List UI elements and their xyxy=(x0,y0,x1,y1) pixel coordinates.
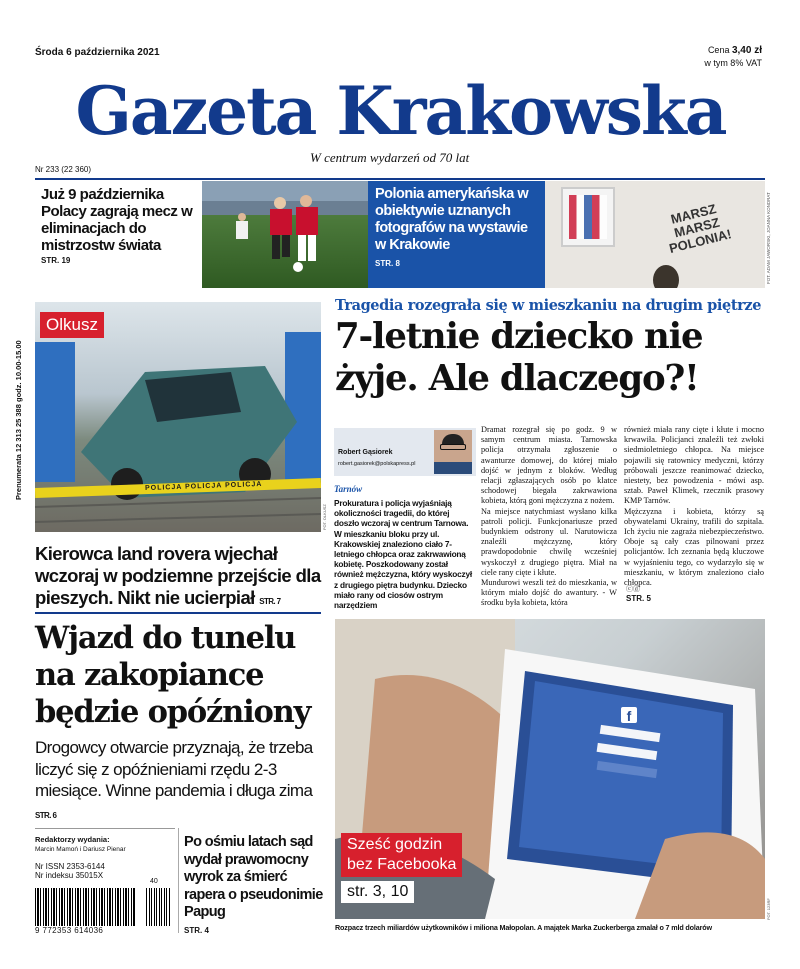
exhibition-frame xyxy=(561,187,615,247)
teaser-polonia-page: STR. 8 xyxy=(375,259,400,268)
author-box xyxy=(334,428,476,476)
olkusz-page: STR. 7 xyxy=(259,597,281,606)
author-email: robert.gasiorek@polskapress.pl xyxy=(338,461,416,467)
price-label: Cena xyxy=(707,45,730,55)
author-avatar xyxy=(434,430,472,474)
football-photo[interactable] xyxy=(202,181,368,288)
football-players-illustration xyxy=(202,181,368,288)
main-col2: również miała rany cięte i kłute i mocno krwawiła. Policjanci znaleźli też zwłoki siedmioletniego chłopca. Na miejsce pojawili się ratownicy medyczni, którzy próbowali jeszcze reanimować dziecko, niestety, bez powodzenia - mówi asp. sztab. Paweł Klimek, rzecznik prasowy KMP Tarnów. Mężczyzna i kobieta, którzy są obywatelami Ukrainy, trafili do szpitala. Ich życiu nie zagraża niebezpieczeństwo. Oboje są cały czas pilnowani przez policjantów. Ich zeznania będą kluczowe w wyjaśnieniu tego, co wydarzyło się w mieszkaniu, w którym znaleziono ciało chłopca. xyxy=(624,425,764,588)
tunnel-headline[interactable]: Wjazd do tunelu na zakopiance będzie opóźniony xyxy=(35,620,311,730)
vat-note: w tym 8% VAT xyxy=(704,58,762,68)
main-headline[interactable]: 7-letnie dziecko nie żyje. Ale dlaczego?! xyxy=(335,316,703,399)
rapper-headline[interactable]: Po ośmiu latach sąd wydał prawomocny wyrok za śmierć rapera o pseudonimie Papug xyxy=(184,834,323,920)
main-page: STR. 5 xyxy=(626,594,651,603)
olkusz-photo[interactable] xyxy=(35,302,321,532)
main-signature: ⓒⓓ xyxy=(626,586,640,593)
main-col1: Dramat rozegrał się po godz. 9 w samym centrum miasta. Tarnowska policja otrzymała zgłoszenie o awanturze domowej, do której miało dojść w jednym z bloków. Według relacji zgłaszających osób po klatce schodowej biegała zakrwawiona kobieta, którą goni mężczyzna z nożem. Na miejsce natychmiast wysłano kilka patroli policji. Funkcjonariusze przed budynkiem odstrony ul. Narutowicza znaleźli mężczyznę, który prawdopodobnie chwilę wcześniej wyskoczył z drugiego piętra. Miał na ciele rany cięte i kłute. Mundurowi weszli też do mieszkania, w którym miało dojść do awantury. - W środku była kobieta, która xyxy=(481,425,617,608)
tunnel-page: STR. 6 xyxy=(35,810,57,820)
facebook-badge-line2: bez Facebooka xyxy=(347,856,457,873)
editorial-issn: Nr ISSN 2353-6144 xyxy=(35,862,105,871)
teaser-football[interactable] xyxy=(35,182,200,282)
facebook-logo: f xyxy=(621,707,637,723)
tunnel-body: Drogowcy otwarcie przyznają, że trzeba liczyć się z opóźnieniami rzędu 2-3 miesiące. Winne pandemia i długa zima xyxy=(35,738,313,800)
olkusz-label: Olkusz xyxy=(40,312,104,338)
masthead-tagline: W centrum wydarzeń od 70 lat xyxy=(310,150,470,165)
olkusz-photo-credit: FOT. OLKUSZ xyxy=(322,504,327,530)
barcode-digits: 9 772353 614036 xyxy=(35,926,145,935)
police-tape-text: POLICJA POLICJA POLICJA xyxy=(144,480,263,493)
tunnel-rule xyxy=(35,612,321,614)
barcode-addon-digits: 40 xyxy=(150,878,158,885)
facebook-photo-credit: FOT. 123RF xyxy=(766,898,771,920)
price-box xyxy=(704,44,762,69)
olkusz-headline[interactable] xyxy=(35,543,325,613)
teaser-football-headline: Już 9 października Polacy zagrają mecz w eliminacjach do mistrzostw świata xyxy=(41,186,193,254)
exhibition-photo[interactable] xyxy=(545,181,765,288)
editorial-label: Redaktorzy wydania: xyxy=(35,835,110,844)
masthead-title[interactable]: Gazeta Krakowska xyxy=(75,72,726,150)
teaser-polonia-headline: Polonia amerykańska w obiektywie uznanych fotografów na wystawie w Krakowie xyxy=(375,186,529,253)
editorial-names: Marcin Mamoń i Dariusz Pienar xyxy=(35,846,126,853)
author-name: Robert Gąsiorek xyxy=(338,449,393,456)
issue-date: Środa 6 października 2021 xyxy=(35,47,160,58)
main-kicker: Tragedia rozegrała się w mieszkaniu na drugim piętrze xyxy=(335,297,762,314)
main-location: Tarnów xyxy=(334,484,363,494)
barcode xyxy=(35,888,135,926)
rapper-divider xyxy=(178,828,179,933)
barcode-addon xyxy=(146,888,170,926)
photo-credit-top: FOT. ADAM JAWORSKI, JOANNA KONDRAT xyxy=(766,192,771,284)
rapper-page: STR. 4 xyxy=(184,926,209,935)
poster-text: MARSZ MARSZ POLONIA! xyxy=(667,201,733,257)
facebook-badge-line1: Sześć godzin xyxy=(347,836,443,853)
editorial-index: Nr indeksu 35015X xyxy=(35,871,104,880)
visitor-head xyxy=(653,265,679,288)
teaser-football-page: STR. 19 xyxy=(41,256,71,265)
facebook-photo[interactable] xyxy=(335,619,765,919)
issue-number: Nr 233 (22 360) xyxy=(35,165,92,174)
teaser-polonia[interactable] xyxy=(368,181,545,288)
tunnel-body-wrap xyxy=(35,737,327,826)
subscription-info: Prenumerata 12 313 25 388 godz. 10.00-15.00 xyxy=(14,340,23,500)
price-value: 3,40 zł xyxy=(731,45,762,56)
olkusz-headline-text: Kierowca land rovera wjechał wczoraj w podziemne przejście dla pieszych. Nikt nie ucierpiał xyxy=(35,543,321,608)
facebook-badge xyxy=(341,833,462,877)
facebook-pages: str. 3, 10 xyxy=(341,881,414,903)
facebook-caption: Rozpacz trzech miliardów użytkowników i miliona Małopolan. A majątek Marka Zuckerberga zmalał o 7 mld dolarów xyxy=(335,923,712,932)
main-lead: Prokuratura i policja wyjaśniają okoliczności tragedii, do której doszło wczoraj w centrum Tarnowa. W mieszkaniu bloku przy ul. Krakowskiej znaleziono ciało 7-letniego chłopca oraz zakrwawioną kobietę. Poszkodowany został również mężczyzna, który wyskoczył z drugiego piętra budynku. Dziecko miało rany od ciosów ostrym narzędziem xyxy=(334,498,472,611)
